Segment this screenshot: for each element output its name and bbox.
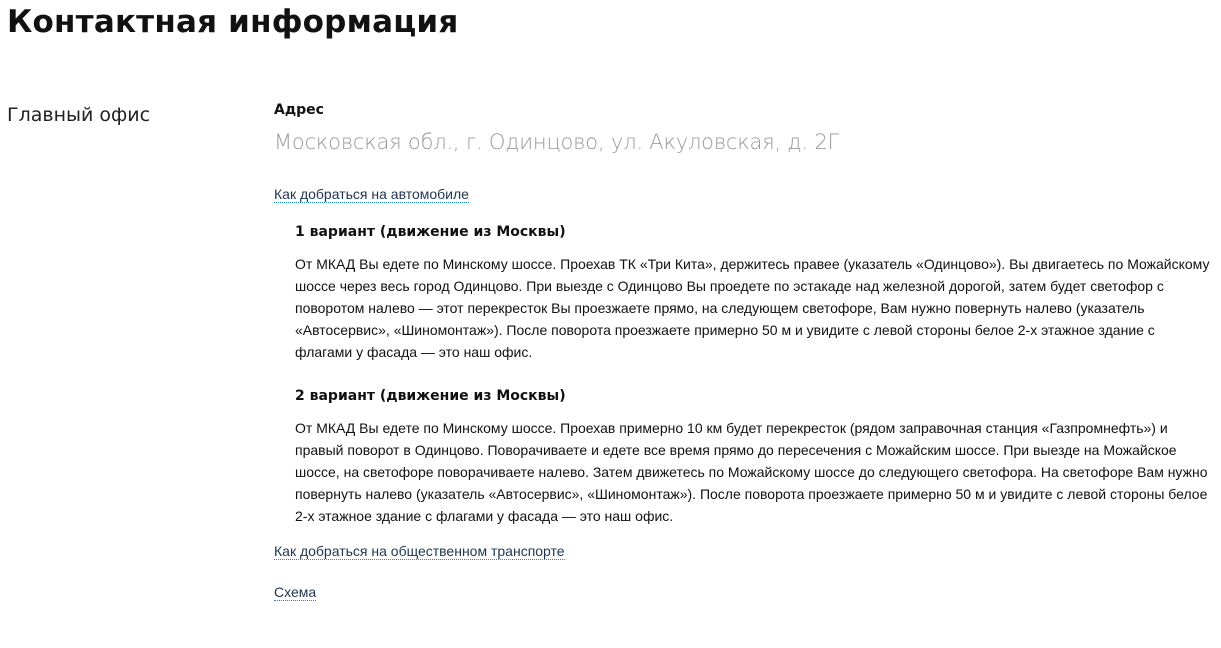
office-label: Главный офис (7, 104, 151, 126)
variant-2 (295, 388, 1210, 527)
address-value: Московская обл., г. Одинцово, ул. Акуловская, д. 2Г (274, 130, 840, 154)
office-details (274, 102, 1214, 602)
page-title: Контактная информация (7, 4, 459, 40)
variant-1 (295, 224, 1210, 363)
scheme-link[interactable]: Схема (274, 584, 317, 600)
car-directions-link[interactable]: Как добраться на автомобиле (274, 186, 469, 202)
address-label: Адрес (274, 102, 324, 118)
variant-text: От МКАД Вы едете по Минскому шоссе. Проехав примерно 10 км будет перекресток (рядом заправочная станция «Газпромнефть») и правый поворот в Одинцово. Поворачиваете и едете все время прямо до пересечения с Можайским шоссе. При выезде на Можайское шоссе, на светофоре поворачиваете налево. Затем движетесь по Можайскому шоссе до следующего светофора. На светофоре Вам нужно повернуть налево (указатель «Автосервис», «Шиномонтаж»). После поворота проезжаете примерно 50 м и увидите с левой стороны белое 2-х этажное здание с флагами у фасада — это наш офис. (295, 420, 1208, 524)
variant-title: 2 вариант (движение из Москвы) (295, 388, 566, 404)
variant-title: 1 вариант (движение из Москвы) (295, 224, 566, 240)
public-transport-link[interactable]: Как добраться на общественном транспорте (274, 543, 565, 559)
variant-text: От МКАД Вы едете по Минскому шоссе. Проехав ТК «Три Кита», держитесь правее (указатель «Одинцово»). Вы двигаетесь по Можайскому шоссе через весь город Одинцово. При выезде с Одинцово Вы проедете по эстакаде над железной дорогой, затем будет светофор с поворотом налево — этот перекресток Вы проезжаете прямо, на следующем светофоре, Вам нужно повернуть налево (указатель «Автосервис», «Шиномонтаж»). После поворота проезжаете примерно 50 м и увидите с левой стороны белое 2-х этажное здание с флагами у фасада — это наш офис. (295, 256, 1210, 360)
